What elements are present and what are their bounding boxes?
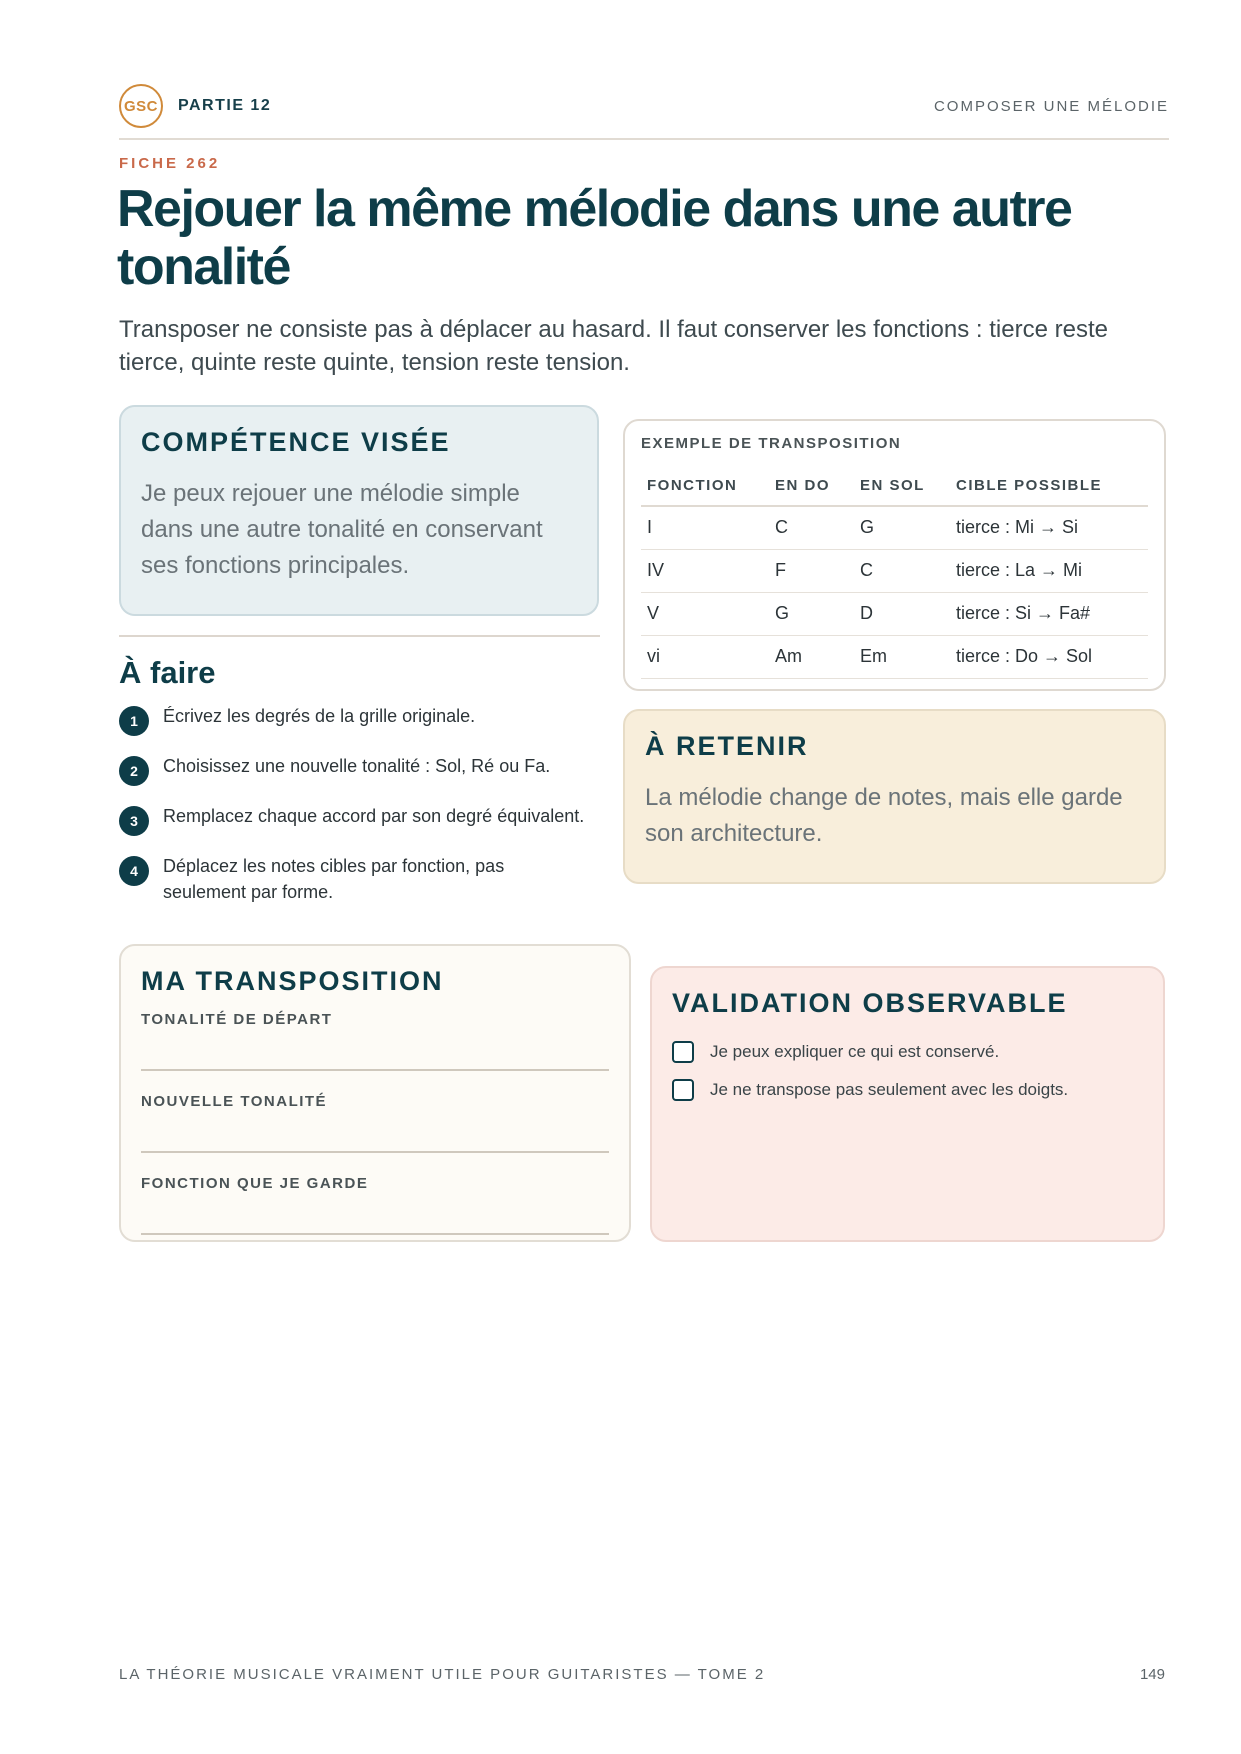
page-title: Rejouer la même mélodie dans une autre tonalité: [117, 180, 1072, 296]
part-label: PARTIE 12: [178, 97, 272, 114]
table-cell: C: [769, 506, 854, 549]
transposition-example-card: [623, 419, 1166, 691]
field-label: FONCTION QUE JE GARDE: [141, 1175, 369, 1192]
step-number-badge: 2: [119, 756, 149, 786]
transposition-table: [641, 466, 1148, 679]
table-row: [641, 592, 1148, 635]
column-header: EN SOL: [854, 466, 950, 506]
column-header: EN DO: [769, 466, 854, 506]
table-cell: tierce : Mi → Si: [950, 506, 1148, 549]
table-cell: D: [854, 592, 950, 635]
gsc-logo: GSC: [119, 84, 163, 128]
my-transposition-card: [119, 944, 631, 1242]
validation-title: VALIDATION OBSERVABLE: [672, 988, 1068, 1018]
page-number: 149: [1139, 1666, 1165, 1683]
table-row: [641, 635, 1148, 678]
table-cell: Am: [769, 635, 854, 678]
table-cell: G: [769, 592, 854, 635]
starting-key-field: [141, 1011, 609, 1071]
example-caption: EXEMPLE DE TRANSPOSITION: [641, 435, 902, 452]
checklist-item: [672, 1033, 1143, 1071]
retenir-title: À RETENIR: [645, 731, 809, 761]
table-cell: I: [641, 506, 769, 549]
table-cell: vi: [641, 635, 769, 678]
header-divider: [119, 138, 1169, 140]
footer-book-title: LA THÉORIE MUSICALE VRAIMENT UTILE POUR GUITARISTES — TOME 2: [119, 1666, 766, 1683]
intro-paragraph: Transposer ne consiste pas à déplacer au hasard. Il faut conserver les fonctions : tierce reste tierce, quinte reste quinte, tension reste tension.: [119, 316, 1108, 376]
retenir-card: [623, 709, 1166, 884]
table-cell: C: [854, 549, 950, 592]
table-header-row: [641, 466, 1148, 506]
step-number-badge: 1: [119, 706, 149, 736]
kept-function-field: [141, 1175, 609, 1235]
write-in-line[interactable]: [141, 1233, 609, 1235]
page-header: [119, 82, 1169, 130]
table-cell: tierce : La → Mi: [950, 549, 1148, 592]
checkbox[interactable]: [672, 1079, 694, 1101]
checklist-item: [672, 1071, 1143, 1109]
step-text: Écrivez les degrés de la grille originale.: [163, 706, 476, 726]
table-row: [641, 506, 1148, 549]
competence-card: [119, 405, 599, 616]
todo-step: [119, 853, 589, 905]
field-label: NOUVELLE TONALITÉ: [141, 1093, 328, 1110]
step-text: Déplacez les notes cibles par fonction, pas seulement par forme.: [163, 856, 505, 902]
todo-divider: [119, 635, 600, 637]
field-label: TONALITÉ DE DÉPART: [141, 1011, 333, 1028]
todo-step: [119, 703, 589, 736]
table-cell: tierce : Si → Fa#: [950, 592, 1148, 635]
step-text: Remplacez chaque accord par son degré équivalent.: [163, 806, 585, 826]
write-in-line[interactable]: [141, 1151, 609, 1153]
competence-title: COMPÉTENCE VISÉE: [141, 427, 451, 457]
transposition-form-title: MA TRANSPOSITION: [141, 966, 444, 996]
table-row: [641, 549, 1148, 592]
todo-step: [119, 803, 589, 836]
competence-text: Je peux rejouer une mélodie simple dans une autre tonalité en conservant ses fonctions principales.: [141, 480, 543, 579]
table-cell: IV: [641, 549, 769, 592]
todo-steps: [119, 703, 589, 922]
fiche-number: FICHE 262: [119, 155, 221, 172]
step-number-badge: 3: [119, 806, 149, 836]
validation-card: [650, 966, 1165, 1242]
checkbox[interactable]: [672, 1041, 694, 1063]
step-number-badge: 4: [119, 856, 149, 886]
retenir-text: La mélodie change de notes, mais elle garde son architecture.: [645, 784, 1123, 847]
column-header: CIBLE POSSIBLE: [950, 466, 1148, 506]
validation-checklist: [672, 1033, 1143, 1109]
table-cell: Em: [854, 635, 950, 678]
table-cell: tierce : Do → Sol: [950, 635, 1148, 678]
step-text: Choisissez une nouvelle tonalité : Sol, Ré ou Fa.: [163, 756, 551, 776]
table-cell: G: [854, 506, 950, 549]
section-name: COMPOSER UNE MÉLODIE: [933, 97, 1169, 115]
todo-heading: À faire: [119, 655, 216, 690]
new-key-field: [141, 1093, 609, 1153]
write-in-line[interactable]: [141, 1069, 609, 1071]
todo-step: [119, 753, 589, 786]
column-header: FONCTION: [641, 466, 769, 506]
table-cell: V: [641, 592, 769, 635]
table-cell: F: [769, 549, 854, 592]
checklist-item-text: Je peux expliquer ce qui est conservé.: [710, 1042, 1000, 1061]
checklist-item-text: Je ne transpose pas seulement avec les doigts.: [710, 1080, 1069, 1099]
